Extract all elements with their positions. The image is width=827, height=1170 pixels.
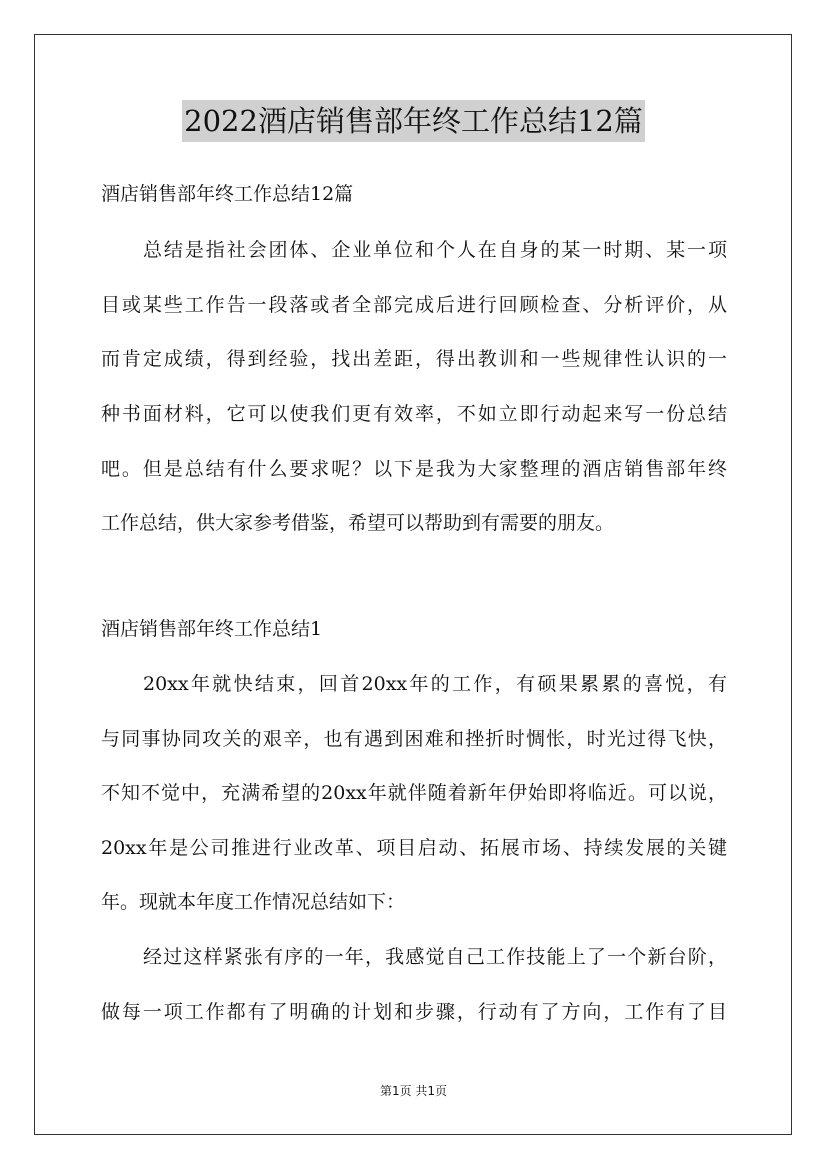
intro-line-5: 吧。但是总结有什么要求呢？以下是我为大家整理的酒店销售部年终 [101, 458, 727, 480]
document-title: 2022酒店销售部年终工作总结12篇 [182, 100, 645, 142]
section1-heading: 酒店销售部年终工作总结1 [101, 618, 323, 640]
intro-heading: 酒店销售部年终工作总结12篇 [101, 183, 354, 205]
section1-para1-line-4: 20xx年是公司推进行业改革、项目启动、拓展市场、持续发展的关键 [101, 837, 727, 859]
section1-para1-line-1: 20xx年就快结束，回首20xx年的工作，有硕果累累的喜悦，有 [143, 673, 727, 695]
section1-para2-line-2: 做每一项工作都有了明确的计划和步骤，行动有了方向，工作有了目 [101, 1001, 727, 1023]
page-footer: 第1页 共1页 [379, 1084, 448, 1098]
section1-para2-line-1: 经过这样紧张有序的一年，我感觉自己工作技能上了一个新台阶， [143, 946, 727, 968]
intro-line-6: 工作总结，供大家参考借鉴，希望可以帮助到有需要的朋友。 [101, 512, 615, 534]
intro-line-2: 目或某些工作告一段落或者全部完成后进行回顾检查、分析评价，从 [101, 294, 727, 316]
section1-para1-line-3: 不知不觉中，充满希望的20xx年就伴随着新年伊始即将临近。可以说， [101, 782, 727, 804]
title-container [0, 100, 827, 142]
section1-para1-line-5: 年。现就本年度工作情况总结如下： [101, 891, 406, 913]
section1-para1-line-2: 与同事协同攻关的艰辛，也有遇到困难和挫折时惆怅，时光过得飞快， [101, 728, 727, 750]
intro-line-4: 种书面材料，它可以使我们更有效率，不如立即行动起来写一份总结 [101, 403, 727, 425]
intro-line-1: 总结是指社会团体、企业单位和个人在自身的某一时期、某一项 [143, 239, 727, 261]
intro-line-3: 而肯定成绩，得到经验，找出差距，得出教训和一些规律性认识的一 [101, 348, 727, 370]
